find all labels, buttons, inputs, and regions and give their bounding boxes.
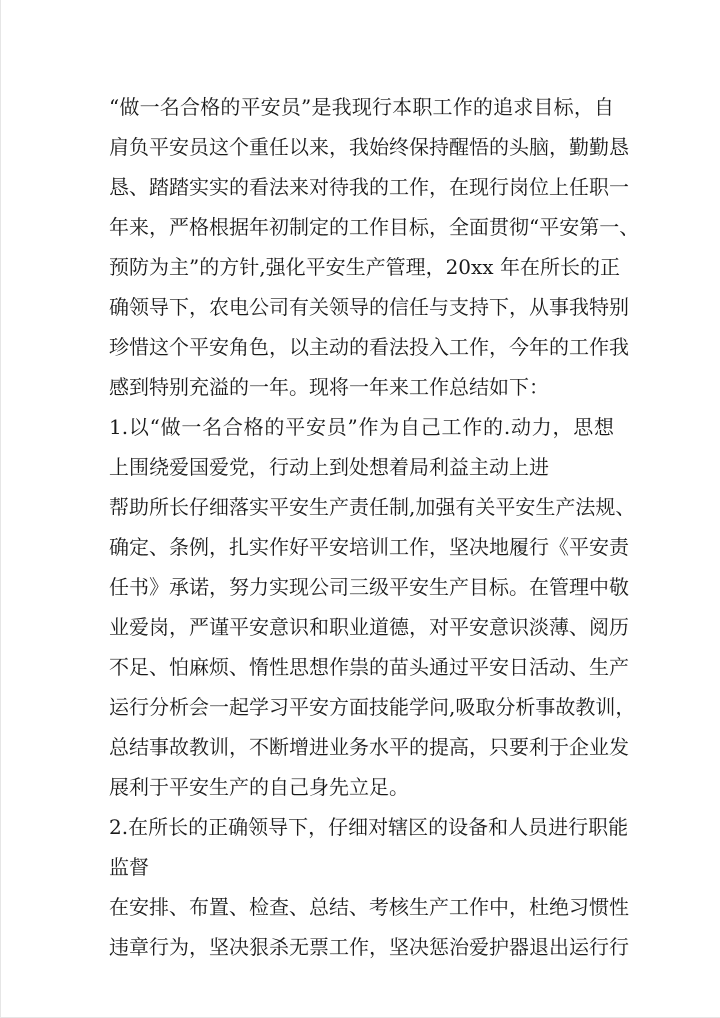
text-line-21: 在安排、布置、检查、总结、考核生产工作中，杜绝习惯性: [109, 895, 629, 919]
text-line-5: 预防为主”的方针,强化平安生产管理，20xx 年在所长的正: [109, 255, 620, 279]
text-line-2: 肩负平安员这个重任以来，我始终保持醒悟的头脑，勤勤恳: [109, 135, 629, 159]
text-line-7: 珍惜这个平安角色，以主动的看法投入工作，今年的工作我: [109, 335, 629, 359]
text-line-13: 任书》承诺，努力实现公司三级平安生产目标。在管理中敬: [109, 575, 629, 599]
text-line-22: 违章行为，坚决狠杀无票工作，坚决惩治爱护器退出运行行: [109, 935, 629, 959]
text-line-10: 上围绕爱国爱党，行动上到处想着局利益主动上进: [109, 455, 549, 479]
text-line-1: “做一名合格的平安员”是我现行本职工作的追求目标，自: [109, 95, 614, 119]
text-line-4: 年来，严格根据年初制定的工作目标，全面贯彻“平安第一、: [109, 215, 640, 239]
text-line-12: 确定、条例，扎实作好平安培训工作，坚决地履行《平安责: [109, 535, 629, 559]
text-line-16: 运行分析会一起学习平安方面技能学问,吸取分析事故教训，: [109, 695, 636, 719]
text-line-6: 确领导下，农电公司有关领导的信任与支持下，从事我特别: [109, 295, 629, 319]
text-line-11: 帮助所长仔细落实平安生产责任制,加强有关平安生产法规、: [109, 495, 636, 519]
text-line-18: 展利于平安生产的自己身先立足。: [109, 775, 409, 799]
text-line-8: 感到特别充溢的一年。现将一年来工作总结如下：: [109, 375, 549, 399]
text-line-20: 监督: [109, 855, 149, 879]
text-line-14: 业爱岗，严谨平安意识和职业道德，对平安意识淡薄、阅历: [109, 615, 629, 639]
text-line-9: 1.以“做一名合格的平安员”作为自己工作的.动力，思想: [109, 415, 614, 439]
text-line-17: 总结事故教训，不断增进业务水平的提高，只要利于企业发: [109, 735, 629, 759]
text-line-15: 不足、怕麻烦、惰性思想作祟的苗头通过平安日活动、生产: [109, 655, 629, 679]
document-body: [109, 92, 640, 972]
text-line-19: 2.在所长的正确领导下，仔细对辖区的设备和人员进行职能: [109, 815, 629, 839]
text-line-3: 恳、踏踏实实的看法来对待我的工作，在现行岗位上任职一: [109, 175, 629, 199]
